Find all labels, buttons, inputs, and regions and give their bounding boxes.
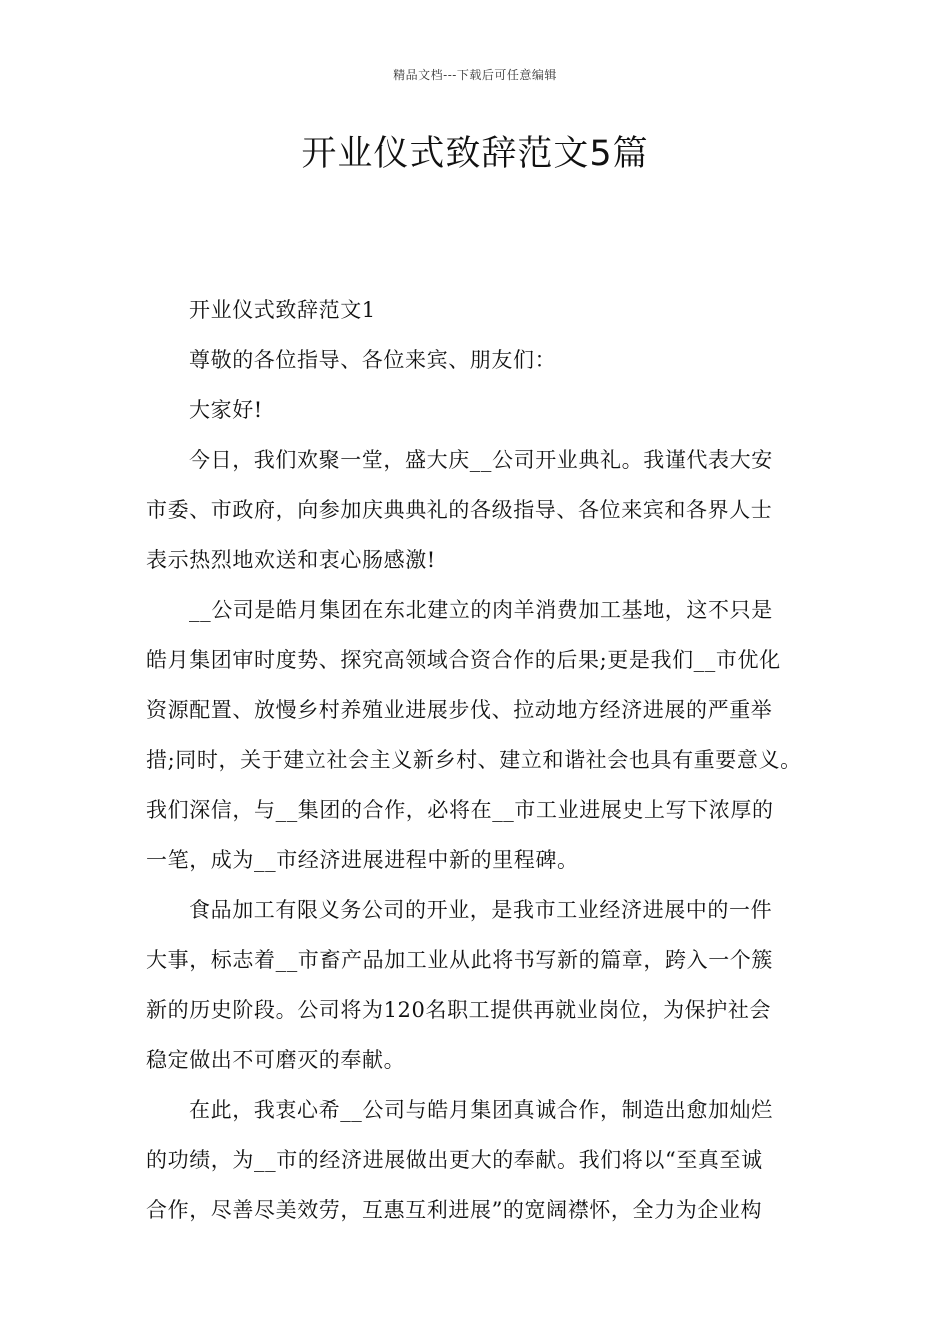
document-title: 开业仪式致辞范文5篇 bbox=[301, 134, 649, 174]
text-line: 稳定做出不可磨灭的奉献。 bbox=[146, 1048, 406, 1072]
text-line: 大事，标志着__市畜产品加工业从此将书写新的篇章，跨入一个簇 bbox=[146, 948, 773, 972]
text-line: 大家好! bbox=[189, 398, 263, 422]
document-body bbox=[146, 285, 808, 1235]
text-line: 食品加工有限义务公司的开业，是我市工业经济进展中的一件 bbox=[189, 898, 773, 922]
header-watermark: 精品文档---下载后可任意编辑 bbox=[393, 68, 557, 82]
text-line: 新的历史阶段。公司将为120名职工提供再就业岗位，为保护社会 bbox=[146, 998, 772, 1022]
text-line: 资源配置、放慢乡村养殖业进展步伐、拉动地方经济进展的严重举 bbox=[146, 698, 773, 722]
text-line: 在此，我衷心希__公司与皓月集团真诚合作，制造出愈加灿烂 bbox=[189, 1098, 773, 1122]
text-line: 市委、市政府，向参加庆典典礼的各级指导、各位来宾和各界人士 bbox=[146, 498, 773, 522]
text-line: 我们深信，与__集团的合作，必将在__市工业进展史上写下浓厚的 bbox=[146, 798, 774, 822]
text-line: 尊敬的各位指导、各位来宾、朋友们： bbox=[189, 348, 557, 372]
text-line: 合作，尽善尽美效劳，互惠互利进展”的宽阔襟怀，全力为企业构 bbox=[146, 1198, 763, 1222]
text-line: 措;同时，关于建立社会主义新乡村、建立和谐社会也具有重要意义。 bbox=[146, 748, 802, 772]
text-line: 皓月集团审时度势、探究高领域合资合作的后果;更是我们__市优化 bbox=[146, 648, 781, 672]
text-line: 的功绩，为__市的经济进展做出更大的奉献。我们将以“至真至诚 bbox=[146, 1148, 763, 1172]
text-line: 一笔，成为__市经济进展进程中新的里程碑。 bbox=[146, 848, 579, 872]
text-line: 开业仪式致辞范文1 bbox=[189, 298, 376, 322]
text-line: __公司是皓月集团在东北建立的肉羊消费加工基地，这不只是 bbox=[189, 598, 773, 622]
text-line: 表示热烈地欢送和衷心肠感激! bbox=[146, 548, 436, 572]
text-line: 今日，我们欢聚一堂，盛大庆__公司开业典礼。我谨代表大安 bbox=[189, 448, 773, 472]
